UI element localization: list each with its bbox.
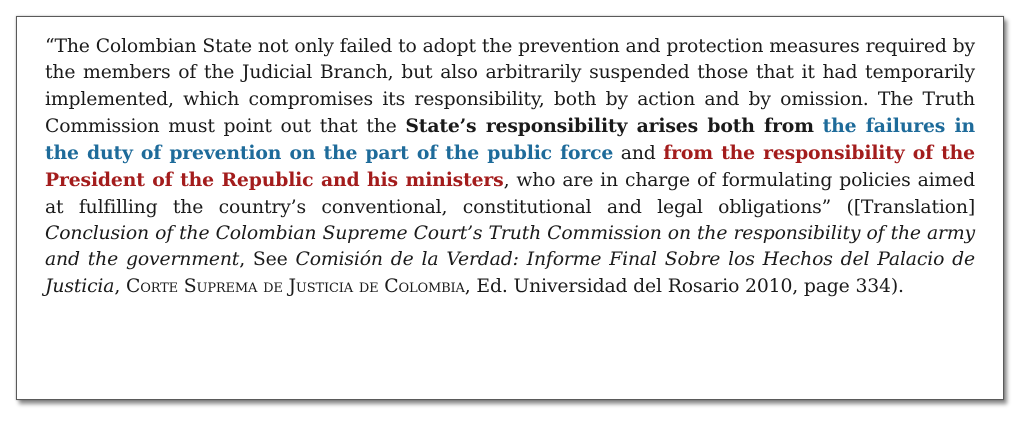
comma-text: , bbox=[114, 275, 126, 297]
italic-conclusion-title: Conclusion of the Colombian Supreme Court’s Truth Commission on the responsibility of the army and the government bbox=[45, 223, 975, 271]
quote-and: and bbox=[613, 143, 664, 165]
quote-text bbox=[45, 34, 975, 300]
quote-intro: “The Colombian State not only failed to adopt the prevention and protection measures required by the members of the Judicial Branch, but also arbitrarily suspended those that it had temporarily implemented, which compromises its responsibility, both by action and by omission. The Truth Commission must point out that the bbox=[45, 36, 975, 137]
smallcaps-court-name: Corte Suprema de Justicia de Colombia bbox=[125, 275, 465, 297]
quote-space bbox=[814, 116, 823, 137]
citation-end: , Ed. Universidad del Rosario 2010, page 334). bbox=[464, 275, 904, 297]
blue-highlight: the failures in the duty of prevention on the part of the public force bbox=[45, 114, 975, 165]
italic-report-title: Comisión de la Verdad: Informe Final Sobre los Hechos del Palacio de Justicia bbox=[45, 249, 975, 297]
see-text: , See bbox=[239, 249, 296, 271]
red-highlight: from the responsibility of the President of the Republic and his ministers bbox=[45, 142, 975, 192]
quote-continuation: , who are in charge of formulating policies aimed at fulfilling the country’s conventional, constitutional and legal obligations” ([Translation] bbox=[45, 170, 975, 218]
bold-phrase: State’s responsibility arises both from bbox=[405, 114, 814, 137]
quote-box bbox=[16, 16, 1004, 400]
